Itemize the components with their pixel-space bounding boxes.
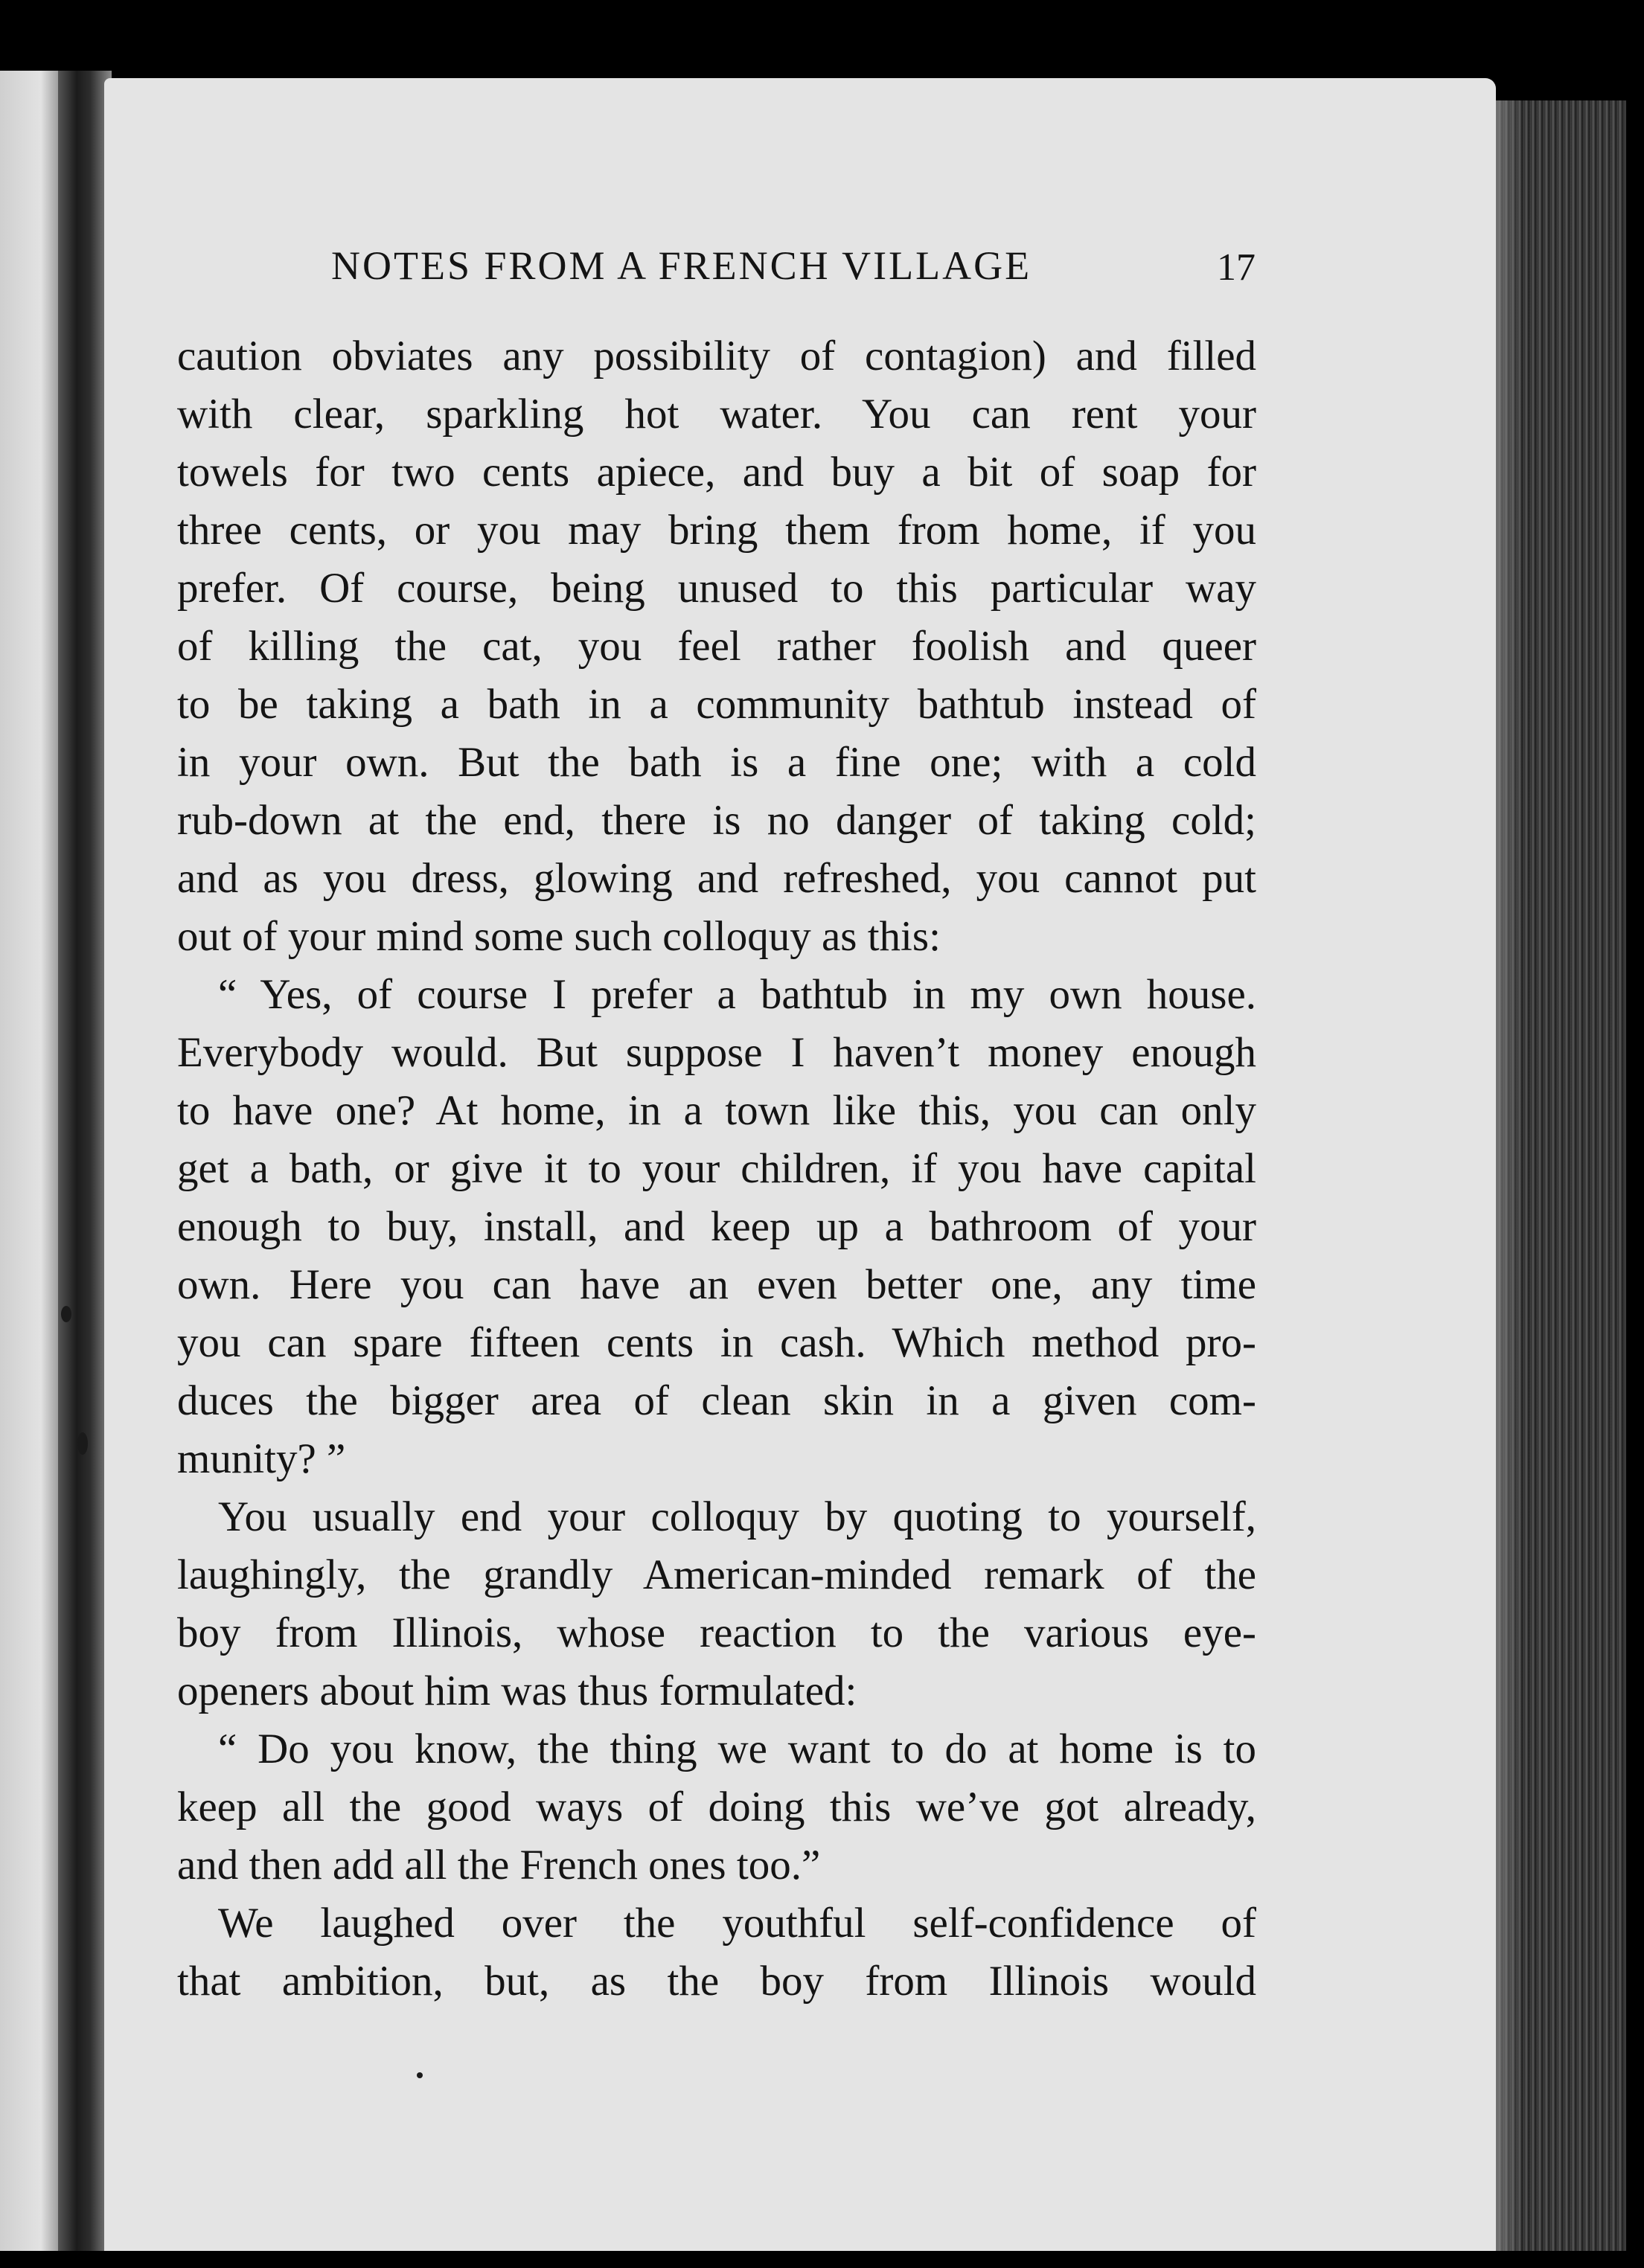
text-line: of killing the cat, you feel rather foolish and queer [177,623,1256,670]
text-line: openers about him was thus formulated: [177,1668,857,1714]
text-line: duces the bigger area of clean skin in a given com- [177,1377,1256,1424]
text-line: We laughed over the youthful self-confidence of [218,1900,1256,1947]
text-line: get a bath, or give it to your children, if you have capital [177,1145,1256,1192]
text-line: rub-down at the end, there is no danger of taking cold; [177,797,1256,844]
text-line: enough to buy, install, and keep up a bathroom of your [177,1203,1256,1250]
running-head: NOTES FROM A FRENCH VILLAGE [331,243,1032,288]
text-line: three cents, or you may bring them from home, if you [177,507,1256,554]
binding-mark [77,1432,88,1455]
text-line: prefer. Of course, being unused to this particular way [177,565,1256,612]
text-line: in your own. But the bath is a fine one; with a cold [177,739,1256,786]
body-text [177,327,1256,2011]
text-line: that ambition, but, as the boy from Illinois would [177,1958,1256,2005]
text-line: towels for two cents apiece, and buy a bit of soap for [177,449,1256,496]
text-line: and then add all the French ones too.” [177,1842,821,1889]
text-line: “ Do you know, the thing we want to do at home is to [218,1726,1256,1772]
page-number: 17 [1217,246,1256,289]
text-line: “ Yes, of course I prefer a bathtub in my own house. [218,971,1256,1018]
text-line: laughingly, the grandly American-minded remark of the [177,1551,1256,1598]
text-line: own. Here you can have an even better one, any time [177,1261,1256,1308]
text-line: to have one? At home, in a town like this, you can only [177,1087,1256,1134]
text-line: Everybody would. But suppose I haven’t money enough [177,1029,1256,1076]
text-line: and as you dress, glowing and refreshed, you cannot put [177,855,1256,902]
text-line: with clear, sparkling hot water. You can rent your [177,391,1256,438]
binding-mark [61,1306,71,1322]
stray-ink-dot [417,2072,423,2078]
text-line: boy from Illinois, whose reaction to the various eye- [177,1609,1256,1656]
text-line: You usually end your colloquy by quoting to yourself, [218,1493,1256,1540]
text-line: keep all the good ways of doing this we’ve got already, [177,1784,1256,1830]
text-line: you can spare fifteen cents in cash. Which method pro- [177,1319,1256,1366]
text-line: out of your mind some such colloquy as this: [177,913,941,960]
text-line: caution obviates any possibility of contagion) and filled [177,333,1256,379]
scan-border [0,2251,1644,2268]
text-line: to be taking a bath in a community bathtub instead of [177,681,1256,728]
text-line: munity? ” [177,1435,346,1482]
